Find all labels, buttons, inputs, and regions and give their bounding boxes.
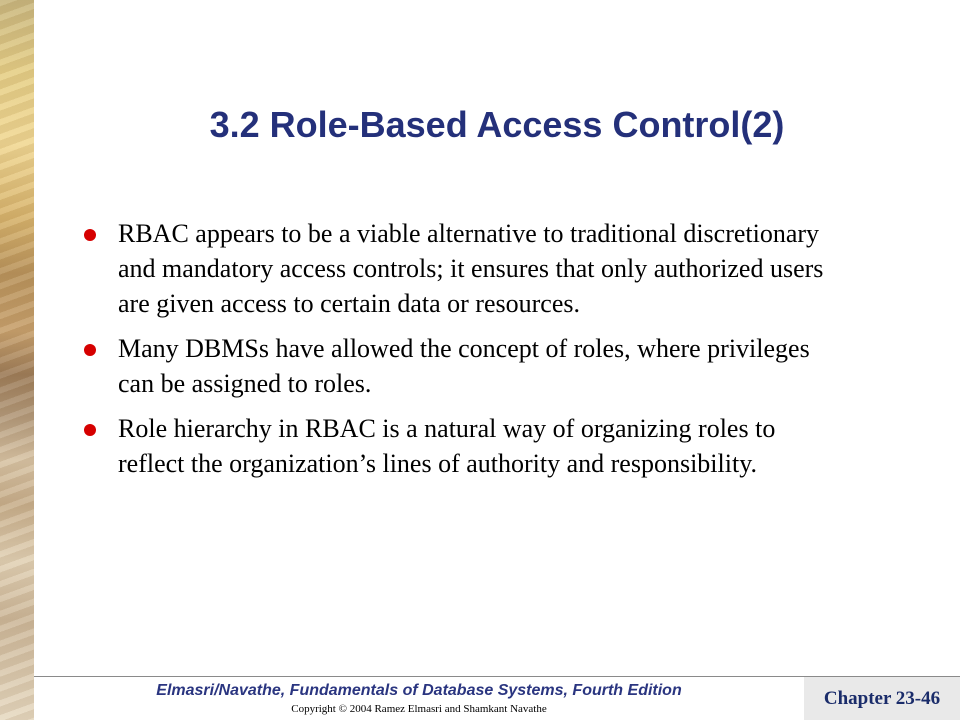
bullet-text: Role hierarchy in RBAC is a natural way of organizing roles to reflect the organization’s lines of authority and responsibility.	[118, 414, 776, 478]
bullet-dot-icon	[84, 344, 96, 356]
bullet-item	[84, 411, 834, 481]
footer-book-title: Elmasri/Navathe, Fundamentals of Database Systems, Fourth Edition	[156, 682, 682, 699]
slide-title: 3.2 Role-Based Access Control(2)	[209, 104, 785, 145]
side-decoration-image	[0, 0, 34, 720]
bullet-item	[84, 216, 834, 321]
chapter-label: Chapter 23-46	[804, 677, 960, 720]
footer-copyright: Copyright © 2004 Ramez Elmasri and Shamkant Navathe	[291, 703, 547, 715]
bullet-dot-icon	[84, 229, 96, 241]
bullet-dot-icon	[84, 424, 96, 436]
bullet-text: Many DBMSs have allowed the concept of roles, where privileges can be assigned to roles.	[118, 334, 810, 398]
bullet-list	[84, 216, 834, 491]
bullet-item	[84, 331, 834, 401]
bullet-text: RBAC appears to be a viable alternative to traditional discretionary and mandatory access controls; it ensures that only authorized users are given access to certain data or resources.	[118, 219, 824, 318]
